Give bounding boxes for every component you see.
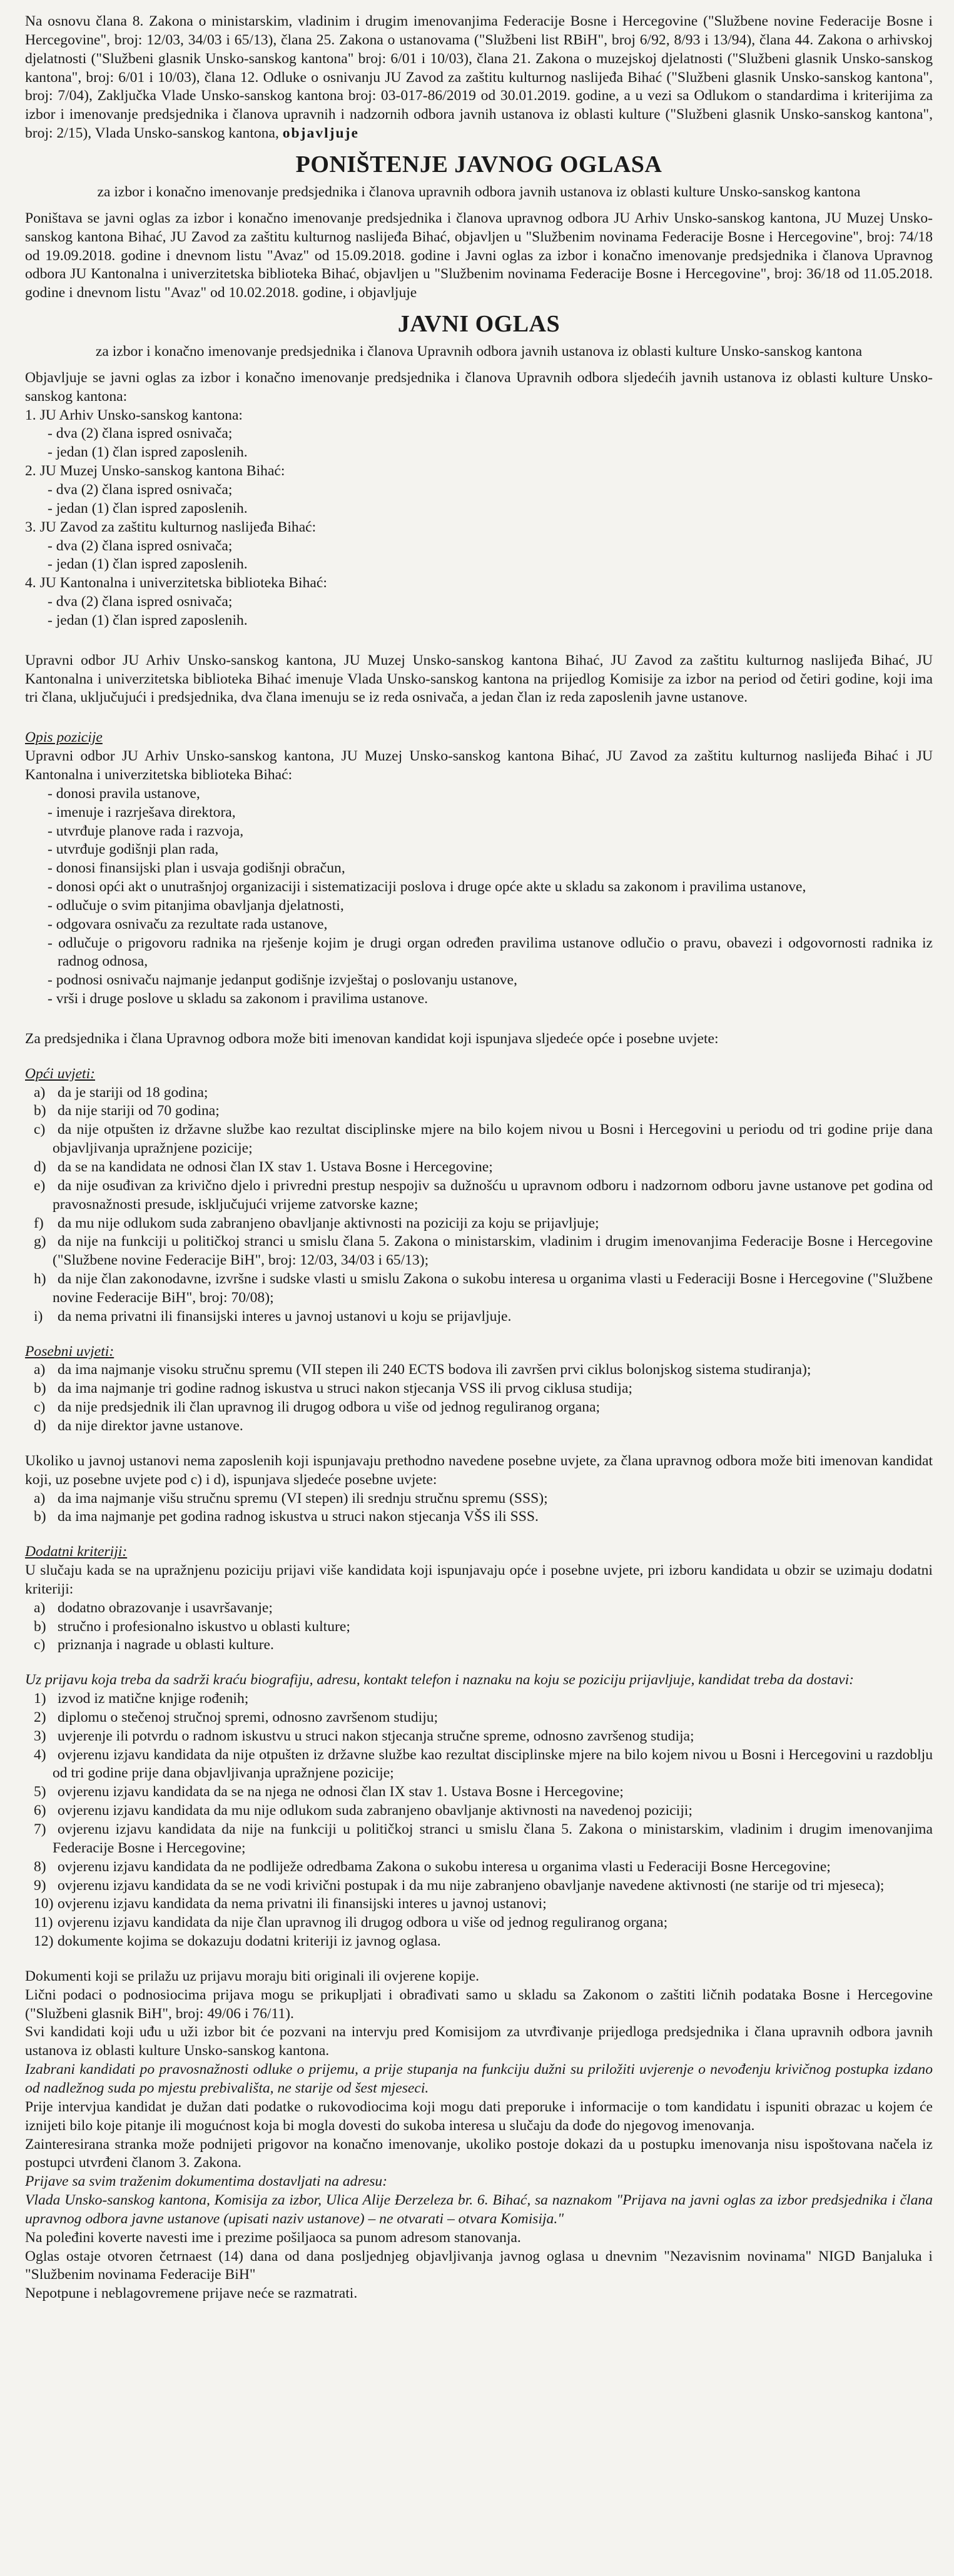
general-condition-item <box>25 1102 933 1121</box>
submission-address-lead: Prijave sa svim traženim dokumentima dostavljati na adresu: <box>25 2173 388 2190</box>
required-document-item-text: uvjerenje ili potvrdu o radnom iskustvu u struci nakon stjecanja stručne spreme, odnosno završenog studija; <box>58 1727 694 1744</box>
required-document-item-text: ovjerenu izjavu kandidata da ne podliježe odredbama Zakona o sukobu interesa u organima vlasti u Federaciji Bosne Hercegovine; <box>58 1858 831 1875</box>
general-condition-item-key: c) <box>34 1121 46 1138</box>
general-condition-item-text: da nije stariji od 70 godina; <box>58 1103 220 1119</box>
institution-member-line: - dva (2) člana ispred osnivača; <box>48 537 233 554</box>
required-document-item <box>25 1709 933 1727</box>
general-condition-item-text: da je stariji od 18 godina; <box>58 1084 208 1101</box>
special-conditions-list <box>25 1361 933 1435</box>
required-document-item-text: ovjerenu izjavu kandidata da se ne vodi krivični postupak i da mu nije zabranjeno obavljanje navedene aktivnosti (ne starije od tri mjeseca); <box>58 1877 885 1894</box>
closing-paragraph: Lični podaci o podnosiocima prijava mogu se prikupljati i obrađivati samo u skladu sa Zakonom o zaštiti ličnih podataka Bosne i Hercegovine ("Službeni glasnik BiH", broj: 49/06 i 76/11). <box>25 1986 933 2022</box>
institution-member-line: - jedan (1) član ispred zaposlenih. <box>48 444 248 461</box>
general-condition-item-key: f) <box>34 1215 44 1231</box>
closing-paragraph: Dokumenti koji se prilažu uz prijavu moraju biti originali ili ovjerene kopije. <box>25 1967 479 1984</box>
additional-criterion-item-key: a) <box>34 1599 46 1616</box>
required-document-item <box>25 1914 933 1932</box>
submission-address: Vlada Unsko-sanskog kantona, Komisija za izbor, Ulica Alije Đerzeleza br. 6. Bihać, sa naznakom "Prijava na javni oglas za izbor predsjednika i člana upravnog odbora javne ustanove (upisati naziv ustanove) – ne otvarati – otvara Komisija." <box>25 2192 933 2227</box>
special-condition-item <box>25 1380 933 1398</box>
required-document-item-key: 7) <box>34 1821 46 1837</box>
special-condition-item <box>25 1361 933 1380</box>
special-condition-item-text: da ima najmanje visoku stručnu spremu (VII stepen ili 240 ECTS bodova ili završen prvi ciklus bolonjskog sistema studiranja); <box>58 1361 811 1378</box>
required-document-item <box>25 1877 933 1896</box>
general-condition-item-text: da nije osuđivan za krivično djelo i privredni prestup nespojiv sa dužnošću u upravnom odboru i nadzornom odboru javne ustanove pet godina od pravosnažnosti presude, isključujući vrijeme zatvorske kazne; <box>53 1177 933 1213</box>
duty-item: - donosi opći akt o unutrašnjoj organizaciji i sistematizaciji poslova i druge opće akte u skladu sa zakonom i pravilima ustanove, <box>48 879 806 896</box>
employees-condition-item <box>25 1490 933 1508</box>
additional-criterion-item-text: stručno i profesionalno iskustvo u oblasti kulture; <box>58 1618 350 1635</box>
required-document-item-key: 6) <box>34 1802 46 1819</box>
general-condition-item-key: i) <box>34 1308 43 1325</box>
special-condition-item <box>25 1417 933 1436</box>
required-document-item <box>25 1932 933 1951</box>
general-condition-item <box>25 1270 933 1308</box>
required-document-item-key: 8) <box>34 1858 46 1875</box>
closing-paragraph: Oglas ostaje otvoren četrnaest (14) dana od dana posljednjeg objavljivanja javnog oglasa u dnevnim "Nezavisnim novinama" NIGD Banjaluka i "Službenim novinama Federacije BiH" <box>25 2248 933 2283</box>
general-condition-item <box>25 1308 933 1326</box>
cancel-title: PONIŠTENJE JAVNOG OGLASA <box>295 151 662 178</box>
duty-item: - vrši i druge poslove u skladu sa zakonom i pravilima ustanove. <box>48 991 429 1008</box>
duty-item: - odlučuje o prigovoru radnika na rješenje kojim je drugi organ određen pravilima ustanove odlučio o pravu, obavezi i odgovornosti radnika iz radnog odnosa, <box>48 934 933 970</box>
required-document-item-key: 12) <box>34 1933 54 1950</box>
general-condition-item-text: da se na kandidata ne odnosi član IX stav 1. Ustava Bosne i Hercegovine; <box>58 1159 493 1175</box>
general-conditions-list <box>25 1084 933 1326</box>
additional-criterion-item-text: dodatno obrazovanje i usavršavanje; <box>58 1599 273 1616</box>
general-condition-item-key: b) <box>34 1103 46 1119</box>
required-document-item <box>25 1746 933 1784</box>
special-conditions-label: Posebni uvjeti: <box>25 1343 114 1360</box>
employees-condition-item-text: da ima najmanje pet godina radnog iskustva u struci nakon stjecanja VŠS ili SSS. <box>58 1508 539 1525</box>
required-document-item-text: ovjerenu izjavu kandidata da se na njega ne odnosi član IX stav 1. Ustava Bosne i Hercegovine; <box>58 1784 624 1801</box>
required-document-item-key: 5) <box>34 1784 46 1801</box>
requirements-lead: Za predsjednika i člana Upravnog odbora može biti imenovan kandidat koji ispunjava sljedeće opće i posebne uvjete: <box>25 1030 719 1047</box>
general-condition-item-text: da mu nije odlukom suda zabranjeno obavljanje aktivnosti na poziciji za koju se prijavljuje; <box>58 1215 599 1231</box>
general-condition-item-text: da nije otpušten iz državne službe kao rezultat disciplinske mjere na bilo kojem nivou u Bosni i Hercegovini u periodu od tri godine prije dana objavljivanja upražnjene pozicije; <box>53 1121 933 1157</box>
intro-text: Na osnovu člana 8. Zakona o ministarskim, vladinim i drugim imenovanjima Federacije Bosne i Hercegovine ("Službene novine Federacije Bosne i Hercegovine", broj: 12/03, 34/03 i 65/13), člana 25. Zakona o ustanovama ("Službeni list RBiH", broj 6/92, 8/93 i 13/94), člana 44. Zakona o arhivskoj djelatnosti ("Službeni glasnik Unsko-sanskog kantona" broj: 6/01 i 10/03), člana 21. Zakona o muzejskoj djelatnosti ("Službeni glasnik Unsko-sanskog kantona", broj: 6/01 i 10/03), člana 12. Odluke o osnivanju JU Zavod za zaštitu kulturnog naslijeđa Bihać ("Službeni glasnik Unsko-sanskog kantona", broj: 7/04), Zaključka Vlade Unsko-sanskog kantona broj: 03-017-86/2019 od 30.01.2019. godine, a u vezi sa Odlukom o standardima i kriterijima za izbor i imenovanje predsjednika i članova upravnih i nadzornih odbora javnih ustanova iz oblasti kulture ("Službeni glasnik Unsko-sanskog kantona", broj: 2/15), Vlada Unsko-sanskog kantona, <box>25 13 933 142</box>
closing-paragraph: Prije intervjua kandidat je dužan dati podatke o rukovodiocima koji mogu dati preporuke i informacije o tom kandidatu i ispuniti obrazac u kojem će izniјeti bilo koje pitanje ili mogućnost koja bi mogla dovesti do sukoba interesa u slučaju da dođe do njegovog imenovanja. <box>25 2098 933 2134</box>
special-condition-item-key: a) <box>34 1361 46 1378</box>
cancel-subtitle: za izbor i konačno imenovanje predsjednika i članova upravnih odbora javnih ustanova iz oblasti kulture Unsko-sanskog kantona <box>97 183 861 200</box>
required-document-item-key: 4) <box>34 1746 46 1763</box>
required-document-item <box>25 1821 933 1858</box>
documents-lead: Uz prijavu koja treba da sadrži kraću biografiju, adresu, kontakt telefon i naznaku na koju se poziciju prijavljuje, kandidat treba da dostavi: <box>25 1672 855 1689</box>
duty-item: - odgovara osnivaču za rezultate rada ustanove, <box>48 916 328 932</box>
institution-member-line: - jedan (1) član ispred zaposlenih. <box>48 500 248 517</box>
special-condition-item-key: d) <box>34 1417 46 1434</box>
opis-label: Opis pozicije <box>25 729 103 746</box>
general-condition-item <box>25 1233 933 1270</box>
oglas-lead: Objavljuje se javni oglas za izbor i konačno imenovanje predsjednika i članova Upravnih odbora sljedećih javnih ustanova iz oblasti kulture Unsko-sanskog kantona: <box>25 369 933 405</box>
employees-condition-item-text: da ima najmanje višu stručnu spremu (VI stepen) ili srednju stručnu spremu (SSS); <box>58 1490 548 1507</box>
closing-paragraph: Zainteresirana stranka može podnijeti prigovor na konačno imenovanje, ukoliko postoje dokazi da u postupku imenovanja nisu ispoštovana načela iz postupci utvrđeni članom 3. Zakona. <box>25 2136 933 2171</box>
required-document-item-text: ovjerenu izjavu kandidata da nije na funkciji u političkoj stranci u smislu člana 5. Zakona o ministarskim, vladinim i drugim imenovanjima Federacije Bosne i Hercegovine; <box>53 1821 933 1856</box>
required-document-item <box>25 1895 933 1914</box>
institution-member-line: - jedan (1) član ispred zaposlenih. <box>48 612 248 629</box>
employees-condition-item <box>25 1508 933 1527</box>
general-condition-item-key: g) <box>34 1233 46 1250</box>
duty-item: - donosi pravila ustanove, <box>48 785 200 802</box>
general-condition-item-key: e) <box>34 1177 46 1194</box>
required-document-item <box>25 1690 933 1709</box>
opis-lead: Upravni odbor JU Arhiv Unsko-sanskog kantona, JU Muzej Unsko-sanskog kantona Bihać, JU Zavod za zaštitu kulturnog naslijeđa Bihać i JU Kantonalna i univerzitetska biblioteka Bihać: <box>25 748 933 783</box>
required-document-item-text: ovjerenu izjavu kandidata da nema privatni ili finansijski interes u javnoj ustanovi; <box>58 1896 547 1912</box>
closing-paragraph: Nepotpune i neblagovremene prijave neće se razmatrati. <box>25 2285 358 2302</box>
general-condition-item <box>25 1158 933 1177</box>
duty-item: - utvrđuje godišnji plan rada, <box>48 841 219 858</box>
additional-criteria-lead: U slučaju kada se na upražnjenu poziciju prijavi više kandidata koji ispunjavaju opće i posebne uvjete, pri izboru kandidata u obzir se uzimaju dodatni kriteriji: <box>25 1562 933 1597</box>
cancel-body: Poništava se javni oglas za izbor i konačno imenovanje predsjednika i članova upravnog odbora JU Arhiv Unsko-sanskog kantona, JU Muzej Unsko-sanskog kantona Bihać, JU Zavod za zaštitu kulturnog naslijeđa Bihać, objavljen u "Službenim novinama Federacije Bosne i Hercegovine", broj: 74/18 od 19.09.2018. godine i dnevnom listu "Avaz" od 15.09.2018. godine i Javni oglas za izbor i konačno imenovanje predsjednika i članova Upravnog odbora JU Kantonalna i univerzitetska biblioteka Bihać, objavljen u "Službenim novinama Federacije Bosne i Hercegovine", broj: 36/18 od 11.05.2018. godine i dnevnom listu "Avaz" od 10.02.2018. godine, i objavljuje <box>25 210 933 301</box>
general-condition-item-text: da nema privatni ili finansijski interes u javnoj ustanovi u koju se prijavljuje. <box>58 1308 512 1325</box>
duty-item: - podnosi osnivaču najmanje jedanput godišnje izvještaj o poslovanju ustanove, <box>48 972 517 989</box>
required-document-item-key: 9) <box>34 1877 46 1894</box>
duties-list <box>25 785 933 1009</box>
intro-paragraph <box>25 13 933 143</box>
additional-criterion-item <box>25 1618 933 1637</box>
special-condition-item-key: b) <box>34 1380 46 1397</box>
duty-item: - imenuje i razrješava direktora, <box>48 804 236 821</box>
additional-criterion-item-key: c) <box>34 1637 46 1654</box>
general-conditions-label: Opći uvjeti: <box>25 1065 96 1082</box>
duty-item: - utvrđuje planove rada i razvoja, <box>48 822 244 839</box>
additional-criteria-label: Dodatni kriteriji: <box>25 1543 128 1560</box>
closing-section <box>25 1967 933 2061</box>
required-document-item-text: izvod iz matične knjige rođenih; <box>58 1690 249 1707</box>
documents-list <box>25 1690 933 1951</box>
additional-criterion-item-key: b) <box>34 1618 46 1635</box>
required-document-item <box>25 1802 933 1821</box>
special-condition-item <box>25 1398 933 1417</box>
general-condition-item-key: d) <box>34 1159 46 1175</box>
required-document-item-key: 3) <box>34 1727 46 1744</box>
required-document-item-text: diplomu o stečenoj stručnoj spremi, odnosno završenom studiju; <box>58 1709 439 1725</box>
additional-criterion-item-text: priznanja i nagrade u oblasti kulture. <box>58 1637 274 1654</box>
duty-item: - odlučuje o svim pitanjima obavljanja djelatnosti, <box>48 897 344 914</box>
closing-italic-note: Izabrani kandidati po pravosnažnosti odluke o prijemu, a prije stupanja na funkciju dužni su priložiti uvjerenje o nevođenju krivičnog postupka izdano od nadležnog suda po mjestu prebivališta, ne starije od šest mjeseci. <box>25 2061 933 2096</box>
institution-member-line: - jedan (1) član ispred zaposlenih. <box>48 556 248 573</box>
oglas-title: JAVNI OGLAS <box>397 311 561 338</box>
appointment-paragraph: Upravni odbor JU Arhiv Unsko-sanskog kantona, JU Muzej Unsko-sanskog kantona Bihać, JU Zavod za zaštitu kulturnog naslijeđa Bihać, JU Kantonalna i univerzitetska biblioteka Bihać imenuje Vlada Unsko-sanskog kantona na prijedlog Komisije za izbor na period od četiri godine, koji ima tri člana, uključujući i predsjednika, dva člana imenuju se iz reda osnivača, a jedan član iz reda zaposlenih javne ustanove. <box>25 652 933 706</box>
closing-section-2 <box>25 2098 933 2173</box>
institution-name: 1. JU Arhiv Unsko-sanskog kantona: <box>25 407 243 423</box>
employees-condition-item-key: b) <box>34 1508 46 1525</box>
required-document-item <box>25 1727 933 1746</box>
institution-name: 3. JU Zavod za zaštitu kulturnog naslijeđa Bihać: <box>25 518 317 535</box>
required-document-item-key: 10) <box>34 1896 54 1912</box>
additional-criterion-item <box>25 1636 933 1655</box>
institution-member-line: - dva (2) člana ispred osnivača; <box>48 593 233 610</box>
special-condition-item-text: da nije predsjednik ili član upravnog ili drugog odbora u više od jednog reguliranog organa; <box>58 1399 601 1416</box>
required-document-item-key: 2) <box>34 1709 46 1725</box>
intro-publishes: objavljuje <box>282 125 359 142</box>
special-condition-item-text: da nije direktor javne ustanove. <box>58 1417 243 1434</box>
required-document-item <box>25 1783 933 1802</box>
general-condition-item-key: a) <box>34 1084 46 1101</box>
general-condition-item-key: h) <box>34 1271 46 1288</box>
institution-name: 4. JU Kantonalna i univerzitetska biblioteka Bihać: <box>25 575 327 592</box>
closing-paragraph: Na poleđini koverte navesti ime i prezime pošiljaoca sa punom adresom stanovanja. <box>25 2229 521 2246</box>
required-document-item-text: ovjerenu izjavu kandidata da nije član upravnog ili drugog odbora u više od jednog reguliranog organa; <box>58 1914 668 1931</box>
closing-paragraph: Svi kandidati koji uđu u uži izbor bit će pozvani na intervju pred Komisijom za utvrđivanje prijedloga predsjednika i člana upravnih odbora javnih ustanova iz oblasti kulture Unsko-sanskog kantona. <box>25 2024 933 2059</box>
institution-member-line: - dva (2) člana ispred osnivača; <box>48 482 233 498</box>
required-document-item-text: ovjerenu izjavu kandidata da mu nije odlukom suda zabranjeno obavljanje aktivnosti na navedenoj poziciji; <box>58 1802 693 1819</box>
additional-criteria-list <box>25 1599 933 1655</box>
additional-criterion-item <box>25 1599 933 1618</box>
special-condition-item-text: da ima najmanje tri godine radnog iskustva u struci nakon stjecanja VSS ili prvog ciklusa studija; <box>58 1380 632 1397</box>
required-document-item-key: 1) <box>34 1690 46 1707</box>
oglas-subtitle: za izbor i konačno imenovanje predsjednika i članova Upravnih odbora javnih ustanova iz oblasti kulture Unsko-sanskog kantona <box>95 343 863 360</box>
required-document-item <box>25 1858 933 1877</box>
general-condition-item <box>25 1084 933 1103</box>
general-condition-item <box>25 1177 933 1215</box>
employees-lead: Ukoliko u javnoj ustanovi nema zaposlenih koji ispunjavaju prethodno navedene posebne uvjete, za člana upravnog odbora može biti imenovan kandidat koji, uz posebne uvjete pod c) i d), ispunjava sljedeće posebne uvjete: <box>25 1452 933 1488</box>
required-document-item-key: 11) <box>34 1914 53 1931</box>
employees-condition-item-key: a) <box>34 1490 46 1507</box>
general-condition-item-text: da nije na funkciji u političkoj stranci u smislu člana 5. Zakona o ministarskim, vladinim i drugim imenovanjima Federacije Bosne i Hercegovine ("Službene novine Federacije BiH", broj: 12/03, 34/03 i 65/13); <box>53 1233 933 1269</box>
institution-name: 2. JU Muzej Unsko-sanskog kantona Bihać: <box>25 463 285 480</box>
general-condition-item-text: da nije član zakonodavne, izvršne i sudske vlasti u smislu Zakona o sukobu interesa u organima vlasti u Federaciji Bosne i Hercegovine ("Službene novine Federacije BiH", broj: 70/08); <box>53 1271 933 1306</box>
duty-item: - donosi finansijski plan i usvaja godišnji obračun, <box>48 860 345 877</box>
employees-conditions-list <box>25 1490 933 1527</box>
institutions-list <box>25 407 933 630</box>
general-condition-item <box>25 1215 933 1233</box>
general-condition-item <box>25 1121 933 1158</box>
required-document-item-text: ovjerenu izjavu kandidata da nije otpušten iz državne službe kao rezultat disciplinske mjere na bilo kojem nivou u Bosni i Hercegovini u razdoblju od tri godine prije dana objavljivanja upražnjene pozicije; <box>53 1746 933 1782</box>
special-condition-item-key: c) <box>34 1399 46 1416</box>
required-document-item-text: dokumente kojima se dokazuju dodatni kriteriji iz javnog oglasa. <box>58 1933 441 1950</box>
institution-member-line: - dva (2) člana ispred osnivača; <box>48 425 233 442</box>
closing-section-3 <box>25 2229 933 2303</box>
